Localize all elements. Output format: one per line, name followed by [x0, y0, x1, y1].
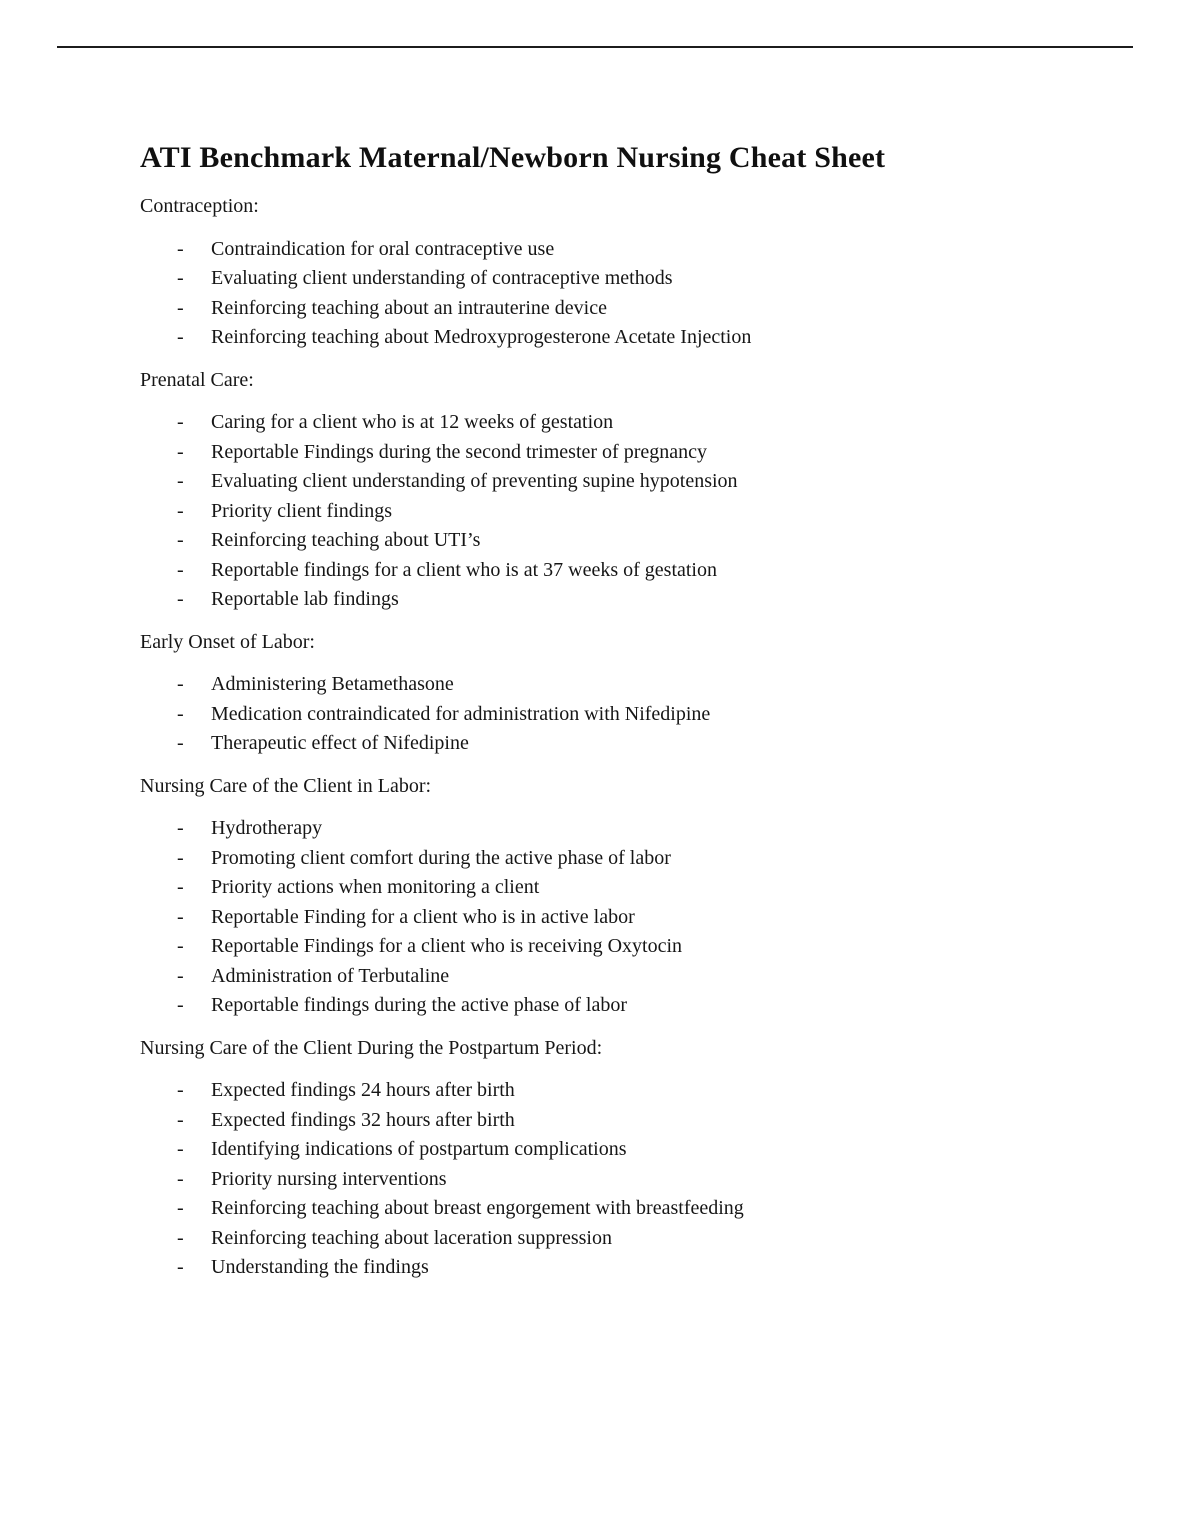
list-item-dash: -: [177, 1197, 184, 1219]
list-item: [140, 497, 1070, 527]
section: [140, 1034, 1070, 1283]
list-item-dash: -: [177, 702, 184, 725]
section-heading: Nursing Care of the Client During the Postpartum Period:: [140, 1036, 603, 1059]
list-item: [140, 323, 1070, 353]
list-item-dash: -: [177, 1138, 184, 1160]
list-item-text: Reinforcing teaching about UTI’s: [211, 529, 481, 551]
list-item-text: Reportable findings during the active phase of labor: [211, 994, 627, 1016]
list-item: [140, 1224, 1070, 1254]
top-horizontal-rule: [57, 46, 1133, 48]
section-list: [140, 814, 1070, 1021]
list-item: [140, 962, 1070, 992]
list-item-text: Reinforcing teaching about an intrauterine device: [211, 296, 607, 319]
list-item-dash: -: [177, 1108, 184, 1131]
list-item: [140, 729, 1070, 759]
list-item-dash: -: [177, 237, 184, 260]
list-item: [140, 438, 1070, 468]
list-item-dash: -: [177, 529, 184, 551]
list-item-text: Priority client findings: [211, 499, 393, 522]
section-list: [140, 235, 1070, 353]
section-heading: Prenatal Care:: [140, 368, 254, 391]
list-item-text: Evaluating client understanding of contraceptive methods: [211, 267, 673, 289]
section-heading: Nursing Care of the Client in Labor:: [140, 774, 432, 797]
sections-container: [140, 192, 1070, 1283]
list-item: [140, 1076, 1070, 1106]
list-item: [140, 467, 1070, 497]
list-item-dash: -: [177, 440, 184, 463]
list-item-dash: -: [177, 326, 184, 348]
list-item-dash: -: [177, 588, 184, 610]
list-item: [140, 556, 1070, 586]
section: [140, 628, 1070, 759]
list-item-dash: -: [177, 935, 184, 957]
list-item: [140, 264, 1070, 294]
list-item: [140, 991, 1070, 1021]
list-item-text: Contraindication for oral contraceptive use: [211, 237, 555, 260]
list-item: [140, 1194, 1070, 1224]
list-item: [140, 903, 1070, 933]
list-item-dash: -: [177, 817, 184, 839]
list-item-text: Understanding the findings: [211, 1256, 429, 1278]
list-item-dash: -: [177, 1167, 184, 1190]
section: [140, 192, 1070, 353]
list-item-text: Reportable Findings for a client who is receiving Oxytocin: [211, 935, 683, 957]
section: [140, 366, 1070, 615]
list-item-dash: -: [177, 876, 184, 898]
list-item-text: Reinforcing teaching about laceration suppression: [211, 1226, 612, 1249]
list-item: [140, 670, 1070, 700]
section-list: [140, 1076, 1070, 1283]
list-item: [140, 932, 1070, 962]
list-item-dash: -: [177, 964, 184, 987]
list-item-dash: -: [177, 1226, 184, 1249]
list-item: [140, 1165, 1070, 1195]
list-item-dash: -: [177, 846, 184, 869]
list-item-text: Therapeutic effect of Nifedipine: [211, 732, 469, 754]
list-item-dash: -: [177, 411, 184, 433]
list-item-dash: -: [177, 267, 184, 289]
section-list: [140, 670, 1070, 759]
section-list: [140, 408, 1070, 615]
list-item: [140, 873, 1070, 903]
list-item-dash: -: [177, 1079, 184, 1101]
list-item-text: Medication contraindicated for administration with Nifedipine: [211, 702, 711, 725]
list-item-text: Reportable Findings during the second trimester of pregnancy: [211, 440, 707, 463]
list-item-text: Priority nursing interventions: [211, 1167, 447, 1190]
list-item: [140, 1253, 1070, 1283]
list-item-text: Administering Betamethasone: [211, 673, 454, 695]
list-item-dash: -: [177, 558, 184, 581]
list-item-text: Reinforcing teaching about breast engorgement with breastfeeding: [211, 1197, 744, 1219]
list-item-dash: -: [177, 673, 184, 695]
list-item-text: Identifying indications of postpartum complications: [211, 1138, 627, 1160]
list-item-text: Expected findings 32 hours after birth: [211, 1108, 515, 1131]
list-item-dash: -: [177, 994, 184, 1016]
list-item-text: Expected findings 24 hours after birth: [211, 1079, 515, 1101]
list-item: [140, 526, 1070, 556]
page-title: ATI Benchmark Maternal/Newborn Nursing Cheat Sheet: [140, 141, 886, 174]
list-item-text: Administration of Terbutaline: [211, 964, 450, 987]
list-item-text: Reportable lab findings: [211, 588, 399, 610]
list-item-dash: -: [177, 470, 184, 492]
list-item-text: Reportable Finding for a client who is in active labor: [211, 905, 635, 928]
list-item: [140, 235, 1070, 265]
list-item-text: Caring for a client who is at 12 weeks of gestation: [211, 411, 614, 433]
list-item-dash: -: [177, 905, 184, 928]
list-item-text: Hydrotherapy: [211, 817, 323, 839]
list-item-text: Promoting client comfort during the active phase of labor: [211, 846, 671, 869]
list-item-dash: -: [177, 1256, 184, 1278]
list-item: [140, 1135, 1070, 1165]
list-item-text: Reinforcing teaching about Medroxyprogesterone Acetate Injection: [211, 326, 752, 348]
list-item: [140, 1106, 1070, 1136]
list-item: [140, 814, 1070, 844]
list-item-dash: -: [177, 732, 184, 754]
section-heading: Early Onset of Labor:: [140, 630, 315, 653]
list-item-text: Priority actions when monitoring a client: [211, 876, 540, 898]
list-item: [140, 408, 1070, 438]
section: [140, 772, 1070, 1021]
list-item: [140, 585, 1070, 615]
list-item-text: Reportable findings for a client who is at 37 weeks of gestation: [211, 558, 717, 581]
list-item-dash: -: [177, 499, 184, 522]
list-item: [140, 700, 1070, 730]
list-item-dash: -: [177, 296, 184, 319]
list-item: [140, 844, 1070, 874]
section-heading: Contraception:: [140, 195, 259, 217]
list-item: [140, 294, 1070, 324]
list-item-text: Evaluating client understanding of preventing supine hypotension: [211, 470, 738, 492]
